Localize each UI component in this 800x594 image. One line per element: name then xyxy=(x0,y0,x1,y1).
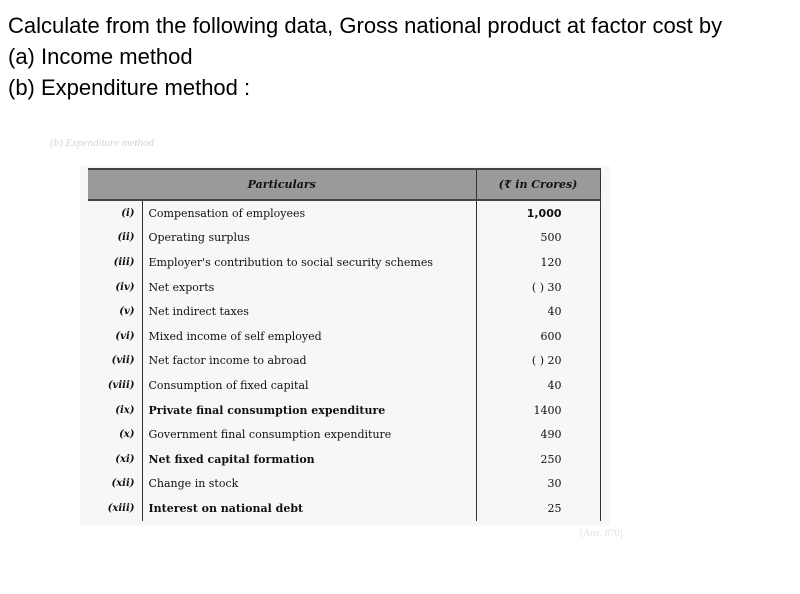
row-value: 1400 xyxy=(476,398,600,423)
row-number: (vi) xyxy=(88,324,142,349)
faint-heading: (b) Expenditure method xyxy=(50,137,155,149)
row-value: 490 xyxy=(476,422,600,447)
table-row xyxy=(88,200,600,226)
header-value: (₹ in Crores) xyxy=(476,169,600,200)
row-value: 40 xyxy=(476,373,600,398)
row-particular: Net fixed capital formation xyxy=(148,452,315,466)
row-particular: Net indirect taxes xyxy=(148,305,249,319)
row-value: 1,000 xyxy=(476,200,600,226)
row-particular: Net exports xyxy=(148,280,215,294)
table-row xyxy=(88,472,600,497)
row-value: 40 xyxy=(476,299,600,324)
table-row xyxy=(88,373,600,398)
row-value: 30 xyxy=(476,472,600,497)
row-number: (v) xyxy=(88,299,142,324)
row-number: (xi) xyxy=(88,447,142,472)
row-number: (x) xyxy=(88,422,142,447)
row-particular: Private final consumption expenditure xyxy=(148,403,386,417)
row-particular: Consumption of fixed capital xyxy=(148,378,309,392)
row-particular: Compensation of employees xyxy=(148,206,306,220)
row-number: (iv) xyxy=(88,275,142,300)
row-particular: Government final consumption expenditure xyxy=(148,428,392,442)
table-row xyxy=(88,324,600,349)
row-value: ( ) 30 xyxy=(476,275,600,300)
question-line-1: Calculate from the following data, Gross national product at factor cost by xyxy=(8,13,723,38)
row-value: 500 xyxy=(476,226,600,251)
row-number: (ix) xyxy=(88,398,142,423)
row-value: 250 xyxy=(476,447,600,472)
table-header-row xyxy=(88,169,600,200)
row-value: 120 xyxy=(476,250,600,275)
table-row xyxy=(88,226,600,251)
scanned-table-image xyxy=(80,166,610,526)
question-line-2: (a) Income method xyxy=(8,44,193,69)
row-value: 600 xyxy=(476,324,600,349)
row-number: (vii) xyxy=(88,349,142,374)
question-line-3: (b) Expenditure method : xyxy=(8,75,251,100)
row-particular: Change in stock xyxy=(148,477,239,491)
row-value: 25 xyxy=(476,496,600,521)
table-row xyxy=(88,349,600,374)
row-particular: Mixed income of self employed xyxy=(148,329,322,343)
table-row xyxy=(88,299,600,324)
header-particulars: Particulars xyxy=(88,169,476,200)
table-row xyxy=(88,398,600,423)
question-text xyxy=(8,10,788,103)
row-number: (i) xyxy=(88,200,142,226)
data-table xyxy=(88,168,601,521)
row-number: (iii) xyxy=(88,250,142,275)
table-row xyxy=(88,422,600,447)
row-particular: Interest on national debt xyxy=(148,501,304,515)
row-particular: Employer's contribution to social security schemes xyxy=(148,255,433,269)
table-row xyxy=(88,250,600,275)
row-number: (xii) xyxy=(88,472,142,497)
row-number: (viii) xyxy=(88,373,142,398)
row-number: (ii) xyxy=(88,226,142,251)
table-row xyxy=(88,496,600,521)
row-particular: Net factor income to abroad xyxy=(148,354,307,368)
row-particular: Operating surplus xyxy=(148,231,250,245)
row-number: (xiii) xyxy=(88,496,142,521)
faint-footer: [Ans. 870] xyxy=(580,528,623,539)
row-value: ( ) 20 xyxy=(476,349,600,374)
table-row xyxy=(88,275,600,300)
table-row xyxy=(88,447,600,472)
